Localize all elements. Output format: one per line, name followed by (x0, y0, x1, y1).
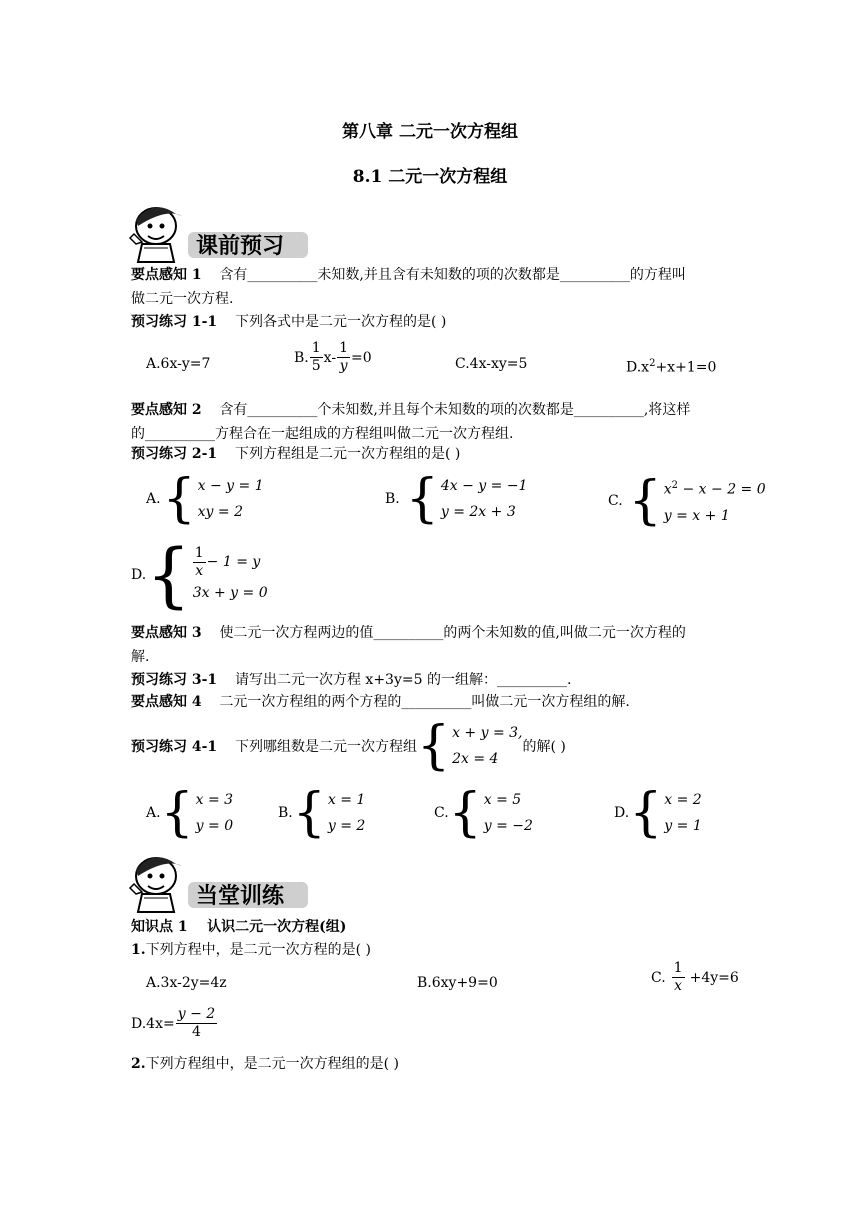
chapter-title: 第八章 二元一次方程组 (342, 122, 518, 142)
practice-3-1-text: 请写出二元一次方程 x+3y=5 的一组解：__________. (234, 672, 572, 688)
cartoon-boy-icon (130, 207, 182, 262)
question-1-option-b: B.6xy+9=0 (417, 975, 498, 991)
knowledge-2-text: 含有__________个未知数,并且每个未知数的项的次数都是__________,将这样 (219, 402, 691, 418)
practice-2-1 (131, 444, 460, 464)
knowledge-1-cont: 做二元一次方程. (131, 291, 234, 307)
practice-2-1-label: 预习练习 2-1 (131, 446, 218, 462)
question-1-text: 下列方程中，是二元一次方程的是( ) (145, 942, 371, 958)
knowledge-1 (131, 265, 686, 285)
knowledge-2-label: 要点感知 2 (131, 402, 202, 418)
knowledge-4 (131, 692, 630, 712)
practice-4-1-text: 下列哪组数是二元一次方程组 (234, 739, 417, 755)
banner-preview-text: 课前预习 (196, 234, 285, 259)
question-1-option-a: A.3x-2y=4z (146, 975, 227, 991)
practice-2-1-option-a: A. { x − y = 1 xy = 2 (146, 469, 264, 529)
question-2 (131, 1054, 399, 1074)
banner-preview (126, 196, 316, 266)
practice-3-1-label: 预习练习 3-1 (131, 672, 218, 688)
question-1-option-d: D.4x= $\frac{y - 2}{4}$ (131, 1006, 216, 1040)
practice-1-1 (131, 312, 446, 332)
knowledge-3-text: 使二元一次方程两边的值__________的两个未知数的值,叫做二元一次方程的 (219, 625, 686, 641)
banner-practice (126, 846, 316, 916)
practice-4-1-label: 预习练习 4-1 (131, 739, 218, 755)
knowledge-3-cont: 解. (131, 649, 150, 665)
knowledge-2-cont: 的__________方程合在一起组成的方程组叫做二元一次方程组. (131, 426, 514, 442)
knowledge-1-label: 要点感知 1 (131, 267, 202, 283)
cartoon-boy-icon (130, 857, 182, 912)
knowledge-4-label: 要点感知 4 (131, 694, 202, 710)
knowledge-3 (131, 623, 686, 643)
banner-practice-text: 当堂训练 (196, 884, 285, 909)
question-2-text: 下列方程组中，是二元一次方程组的是( ) (145, 1056, 399, 1072)
knowledge-point-1-label: 知识点 1 (131, 919, 188, 935)
question-1-number: 1. (131, 942, 146, 958)
knowledge-3-label: 要点感知 3 (131, 625, 202, 641)
practice-1-1-option-c: C.4x-xy=5 (455, 356, 528, 372)
practice-2-1-option-d: D. { $\frac{1}{x}$ − 1 = y 3x + y = 0 (131, 534, 268, 616)
practice-1-1-text: 下列各式中是二元一次方程的是( ) (234, 314, 447, 330)
question-1 (131, 940, 371, 960)
practice-2-1-text: 下列方程组是二元一次方程组的是( ) (234, 446, 461, 462)
practice-4-1-option-d: D. { x = 2 y = 1 (614, 783, 702, 843)
knowledge-point-1 (131, 917, 346, 937)
practice-1-1-option-d: $D.x^2+x+1=0$ (626, 358, 717, 376)
knowledge-2 (131, 400, 690, 420)
knowledge-4-text: 二元一次方程组的两个方程的__________叫做二元一次方程组的解. (219, 694, 630, 710)
question-2-number: 2. (131, 1056, 146, 1072)
practice-2-1-option-b: B. { 4x − y = −1 y = 2x + 3 (385, 469, 528, 529)
question-1-option-c: C. $\frac{1}{x}$ +4y=6 (651, 960, 739, 994)
practice-3-1 (131, 670, 571, 690)
practice-4-1-option-c: C. { x = 5 y = −2 (434, 783, 533, 843)
practice-4-1-option-b: B. { x = 1 y = 2 (278, 783, 366, 843)
practice-2-1-option-c: C. { $x^2 - x - 2 = 0$ y = x + 1 (608, 470, 766, 531)
practice-4-1: 预习练习 4-1 下列哪组数是二元一次方程组 { x + y = 3, 2x = 4 的解( ) (131, 716, 566, 776)
practice-1-1-label: 预习练习 1-1 (131, 314, 218, 330)
practice-1-1-option-b: B. $\frac{1}{5}$ x- $\frac{1}{y}$ =0 (294, 340, 372, 374)
section-title: 8.1 二元一次方程组 (352, 167, 508, 187)
knowledge-1-text: 含有__________未知数,并且含有未知数的项的次数都是__________的方程叫 (219, 267, 686, 283)
knowledge-point-1-text: 认识二元一次方程(组) (207, 919, 347, 935)
practice-4-1-option-a: A. { x = 3 y = 0 (146, 783, 234, 843)
practice-1-1-option-a: A.6x-y=7 (146, 356, 211, 372)
